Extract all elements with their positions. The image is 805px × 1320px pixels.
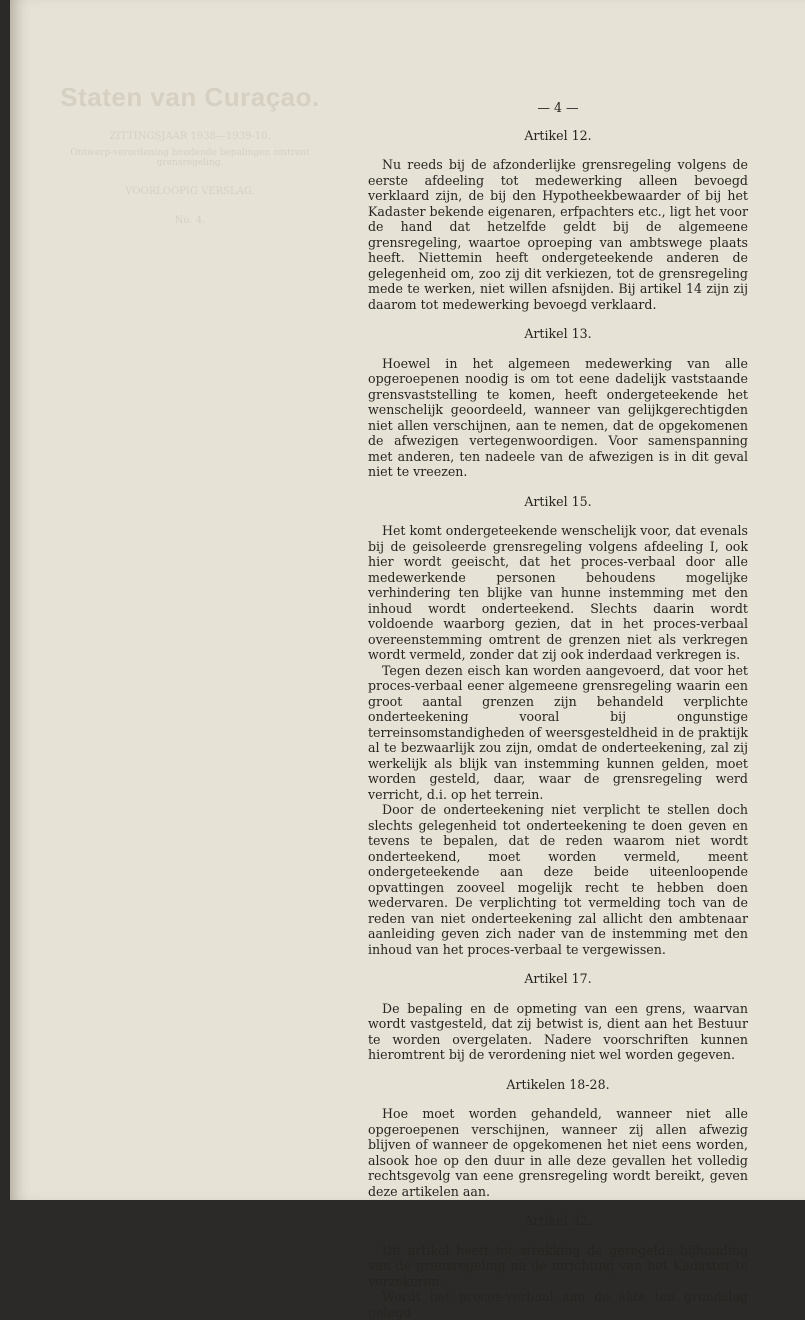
paragraph: Tegen dezen eisch kan worden aangevoerd, dat voor het proces-verbaal eener algemeene grensregeling waarin een groot aantal grenzen zijn behandeld verplichte onderteekening vooral bij ongunstige terreinsomstandigheden of weersgesteldheid in de praktijk al te bezwaarlijk zou zijn, omdat de onderteekening, zal zij werkelijk als blijk van instemming kunnen gelden, moet worden gesteld, daar, waar de grensregeling werd verricht, d.i. op het terrein. bbox=[368, 662, 748, 802]
document-page bbox=[10, 0, 805, 1320]
article-heading: Artikel 13. bbox=[524, 326, 592, 341]
article-section bbox=[368, 128, 748, 313]
paragraph: Nu reeds bij de afzonderlijke grensregeling volgens de eerste afdeeling tot medewerking alleen bevoegd verklaard zijn, de bij den Hypotheekbewaarder of bij het Kadaster bekende eigenaren, erfpachters etc., ligt het voor de hand dat hetzelfde geldt bij de algemeene grensregeling, waartoe oproeping van ambtswege plaats heeft. Niettemin heeft ondergeteekende anderen de gelegenheid om, zoo zij dit verkiezen, tot de grensregeling mede te werken, niet willen afsnijden. Bij artikel 14 zijn zij daarom tot medewerking bevoegd verklaard. bbox=[368, 157, 748, 312]
article-heading: Artikel 17. bbox=[524, 971, 592, 986]
bleed-title: Staten van Curaçao. bbox=[60, 82, 320, 112]
paragraph: De bepaling en de opmeting van een grens, waarvan wordt vastgesteld, dat zij betwist is, dient aan het Bestuur te worden overgelaten. Nadere voorschriften kunnen hieromtrent bij de verordening niet wel worden gegeven. bbox=[368, 1000, 748, 1062]
article-section bbox=[368, 971, 748, 1063]
bleed-subject: Ontwerp-verordening houdende bepalingen omtrent grensregeling. bbox=[70, 148, 310, 168]
paragraph: Door de onderteekening niet verplicht te stellen doch slechts gelegenheid tot onderteekening te doen geven en tevens te bepalen, dat de reden waarom niet wordt onderteekend, moet worden vermeld, meent ondergeteekende aan deze beide uiteenloopende opvattingen zooveel mogelijk recht te hebben doen wedervaren. De verplichting tot vermelding toch van de reden van niet onderteekening zal allicht den ambtenaar aanleiding geven zich nader van de instemming met den inhoud van het proces-verbaal te vergewissen. bbox=[368, 802, 748, 957]
paragraph: Hoewel in het algemeen medewerking van alle opgeroepenen noodig is om tot eene dadelijk vaststaande grensvaststelling te komen, heeft ondergeteekende het wenschelijk geoordeeld, wanneer van gelijkgerechtigden niet allen verschijnen, aan te nemen, dat de opgekomenen de afwezigen vertegenwoordigen. Voor samenspanning met anderen, ten nadeele van de afwezigen is in dit geval niet te vreezen. bbox=[368, 355, 748, 479]
article-section bbox=[368, 1077, 748, 1200]
bleed-number: No. 4. bbox=[174, 215, 206, 226]
article-heading: Artikelen 18-28. bbox=[506, 1076, 610, 1092]
bleed-through-text bbox=[50, 82, 330, 226]
article-heading: Artikel 15. bbox=[524, 493, 592, 509]
article-section bbox=[368, 326, 748, 480]
page-number: — 4 — bbox=[537, 100, 579, 115]
bleed-session: ZITTINGSJAAR 1938—1939-10. bbox=[109, 131, 271, 142]
article-section bbox=[368, 494, 748, 958]
paragraph: Dit artikel heeft tot strekking de geregelde bijhouding van de grensregeling na de inrichting van het Kadaster te verzekeren. bbox=[368, 1242, 748, 1289]
article-heading: Artikel 32. bbox=[524, 1213, 592, 1228]
paragraph: Wordt het proces-verbaal aan de akte ten grondslag gelegd bbox=[368, 1289, 748, 1320]
main-text-column bbox=[368, 100, 748, 1320]
paragraph: Hoe moet worden gehandeld, wanneer niet alle opgeroepenen verschijnen, wanneer zij allen afwezig blijven of wanneer de opgekomenen het niet eens worden, alsook hoe op den duur in alle deze gevallen het volledig rechtsgevolg van eene grensregeling wordt bereikt, geven deze artikelen aan. bbox=[368, 1106, 748, 1199]
article-heading: Artikel 12. bbox=[524, 127, 592, 143]
article-section bbox=[368, 1213, 748, 1320]
paragraph: Het komt ondergeteekende wenschelijk voor, dat evenals bij de geisoleerde grensregeling volgens afdeeling I, ook hier wordt geeischt, dat het proces-verbaal door alle medewerkende personen behoudens mogelijke verhindering ten blijke van hunne instemming met den inhoud wordt onderteekend. Slechts daarin wordt voldoende waarborg gezien, dat in het proces-verbaal overeenstemming omtrent de grenzen niet als verkregen wordt vermeld, zonder dat zij ook inderdaad verkregen is. bbox=[368, 523, 748, 662]
bleed-report: VOORLOOPIG VERSLAG. bbox=[125, 186, 255, 197]
